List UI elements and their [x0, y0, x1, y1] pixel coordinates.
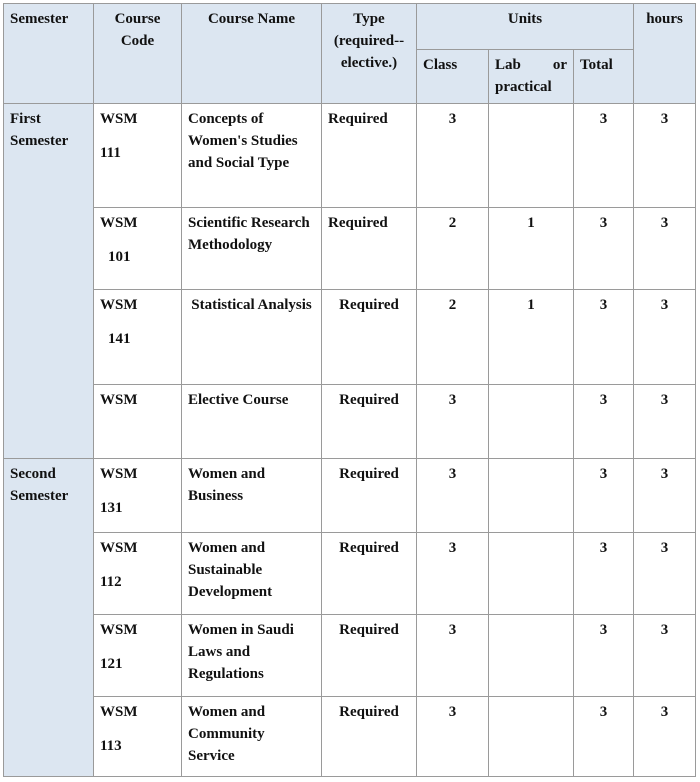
course-hours: 3: [634, 697, 696, 777]
units-lab: [489, 615, 574, 697]
header-total: Total: [574, 50, 634, 104]
course-type: Required: [322, 533, 417, 615]
header-units: Units: [417, 4, 634, 50]
units-lab: [489, 533, 574, 615]
semester-label: Second Semester: [4, 459, 94, 777]
course-hours: 3: [634, 290, 696, 385]
course-number: 141: [108, 331, 131, 347]
table-row: [4, 385, 696, 459]
units-class: 3: [417, 615, 489, 697]
course-code-cell: [94, 533, 182, 615]
course-hours: 3: [634, 533, 696, 615]
course-hours: 3: [634, 385, 696, 459]
units-total: 3: [574, 697, 634, 777]
course-code-cell: [94, 459, 182, 533]
course-hours: 3: [634, 615, 696, 697]
units-lab: [489, 104, 574, 208]
header-lab: Lab or practical: [489, 50, 574, 104]
course-hours: 3: [634, 459, 696, 533]
course-code-cell: [94, 385, 182, 459]
table-row: [4, 104, 696, 208]
course-code-cell: [94, 615, 182, 697]
table-row: [4, 533, 696, 615]
course-number: 111: [100, 145, 121, 161]
header-course-code: Course Code: [94, 4, 182, 104]
course-type: Required: [322, 385, 417, 459]
course-name: Statistical Analysis: [182, 290, 322, 385]
units-class: 2: [417, 290, 489, 385]
course-number: 113: [100, 738, 122, 754]
course-name: Women and Business: [182, 459, 322, 533]
units-lab: [489, 459, 574, 533]
units-class: 3: [417, 533, 489, 615]
units-total: 3: [574, 459, 634, 533]
units-total: 3: [574, 208, 634, 290]
units-class: 3: [417, 385, 489, 459]
header-type: Type (required--elective.): [322, 4, 417, 104]
units-class: 3: [417, 697, 489, 777]
units-class: 3: [417, 104, 489, 208]
course-number: 101: [108, 249, 131, 265]
course-type: Required: [322, 459, 417, 533]
units-lab: [489, 385, 574, 459]
course-prefix: WSM: [100, 297, 138, 313]
table-row: [4, 208, 696, 290]
course-prefix: WSM: [100, 466, 138, 482]
course-name: Women and Sustainable Development: [182, 533, 322, 615]
units-total: 3: [574, 615, 634, 697]
units-lab: 1: [489, 290, 574, 385]
course-prefix: WSM: [100, 704, 138, 720]
units-total: 3: [574, 290, 634, 385]
course-prefix: WSM: [100, 540, 138, 556]
course-name: Scientific Research Methodology: [182, 208, 322, 290]
header-hours: hours: [634, 4, 696, 104]
table-row: [4, 615, 696, 697]
course-type: Required: [322, 290, 417, 385]
header-semester: Semester: [4, 4, 94, 104]
units-total: 3: [574, 385, 634, 459]
course-name: Elective Course: [182, 385, 322, 459]
course-number: 121: [100, 656, 123, 672]
course-number: 131: [100, 500, 123, 516]
course-name: Concepts of Women's Studies and Social Type: [182, 104, 322, 208]
units-class: 3: [417, 459, 489, 533]
units-lab: 1: [489, 208, 574, 290]
semester-label: First Semester: [4, 104, 94, 459]
course-name: Women and Community Service: [182, 697, 322, 777]
course-name: Women in Saudi Laws and Regulations: [182, 615, 322, 697]
table-row: [4, 290, 696, 385]
course-type: Required: [322, 104, 417, 208]
course-prefix: WSM: [100, 622, 138, 638]
course-type: Required: [322, 697, 417, 777]
units-total: 3: [574, 533, 634, 615]
course-prefix: WSM: [100, 392, 138, 408]
units-total: 3: [574, 104, 634, 208]
units-class: 2: [417, 208, 489, 290]
course-prefix: WSM: [100, 111, 138, 127]
course-number: 112: [100, 574, 122, 590]
units-lab: [489, 697, 574, 777]
course-code-cell: [94, 697, 182, 777]
header-class: Class: [417, 50, 489, 104]
course-hours: 3: [634, 104, 696, 208]
course-type: Required: [322, 208, 417, 290]
header-course-name: Course Name: [182, 4, 322, 104]
table-row: [4, 459, 696, 533]
study-plan-table: [3, 3, 696, 777]
course-code-cell: [94, 290, 182, 385]
course-code-cell: [94, 104, 182, 208]
course-hours: 3: [634, 208, 696, 290]
course-type: Required: [322, 615, 417, 697]
course-prefix: WSM: [100, 215, 138, 231]
table-row: [4, 697, 696, 777]
course-code-cell: [94, 208, 182, 290]
